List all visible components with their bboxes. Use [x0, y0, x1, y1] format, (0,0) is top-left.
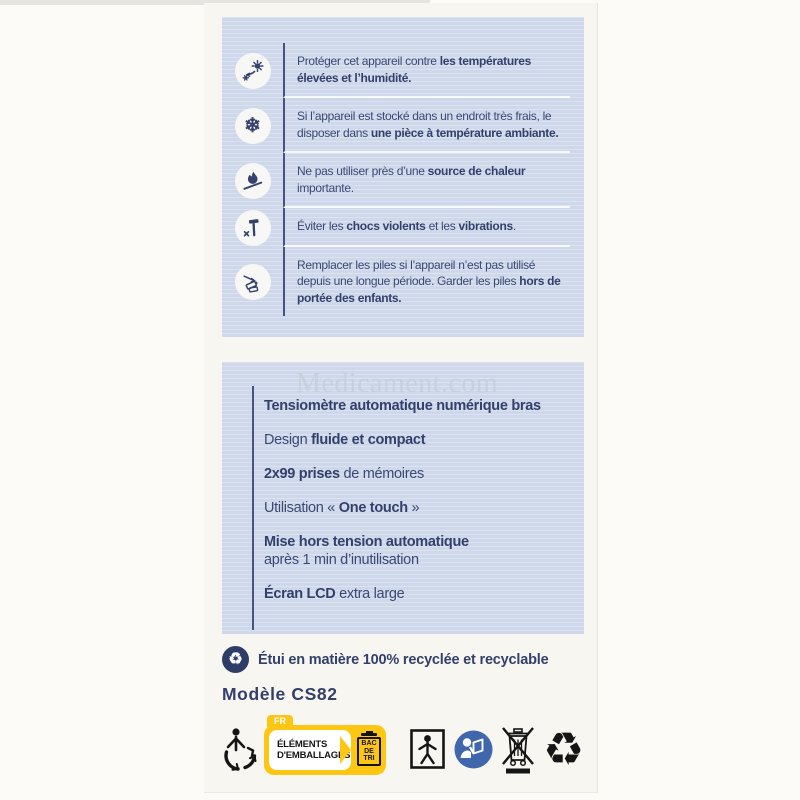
- safety-row-temperature: [222, 43, 584, 98]
- hammer-icon: [235, 210, 271, 246]
- safety-row-shocks: [222, 208, 584, 247]
- bac-de-tri-text: BAC DE TRI: [357, 737, 380, 766]
- safety-text: Ne pas utiliser près d’une source de chaleur importante.: [283, 153, 570, 208]
- fr-country-tab: FR: [267, 715, 293, 727]
- safety-row-cold: [222, 98, 584, 153]
- infotri-text: ÉLÉMENTS D'EMBALLAGES: [269, 730, 351, 770]
- triman-icon: [221, 726, 259, 772]
- features-panel: [222, 362, 584, 634]
- feature-lcd: Écran LCD extra large: [264, 585, 405, 602]
- safety-row-heat: [222, 153, 584, 208]
- sorting-bin-icon: [356, 731, 382, 769]
- type-bf-icon: [410, 729, 445, 769]
- feature-memory: 2x99 prises de mémoires: [264, 465, 424, 482]
- infotri-label: [264, 716, 386, 775]
- features-list: [252, 386, 572, 630]
- feature-design: Design fluide et compact: [264, 431, 426, 448]
- read-manual-icon: [454, 730, 493, 769]
- safety-text: Protéger cet appareil contre les températures élevées et l’humidité.: [283, 43, 570, 98]
- temperature-humidity-icon: [235, 53, 271, 89]
- model-number: Modèle CS82: [222, 684, 338, 704]
- recycle-badge-icon: ♻: [222, 646, 249, 673]
- safety-text: Remplacer les piles si l’appareil n’est pas utilisé depuis une longue période. Garder les piles hors de portée des enfants.: [283, 247, 570, 317]
- feature-auto-off: Mise hors tension automatique après 1 min d’inutilisation: [264, 533, 469, 568]
- badges-row: [221, 718, 584, 780]
- recycle-icon: ♻: [543, 723, 585, 775]
- watermark-text: Medicament.com: [296, 368, 499, 399]
- snowflake-icon: ❄: [235, 108, 271, 144]
- feature-title: Tensiomètre automatique numérique bras: [264, 398, 541, 414]
- safety-row-batteries: [222, 247, 584, 317]
- safety-panel: [222, 17, 584, 337]
- feature-one-touch: Utilisation « One touch »: [264, 499, 420, 516]
- weee-bin-icon: [499, 724, 537, 774]
- safety-text: Éviter les chocs violents et les vibrations.: [283, 208, 570, 247]
- battery-icon: [235, 264, 271, 300]
- eco-note-text: Étui en matière 100% recyclée et recyclable: [258, 651, 549, 668]
- flame-icon: [235, 163, 271, 199]
- safety-text: Si l’appareil est stocké dans un endroit très frais, le disposer dans une pièce à température ambiante.: [283, 98, 570, 153]
- eco-note-row: [222, 646, 548, 673]
